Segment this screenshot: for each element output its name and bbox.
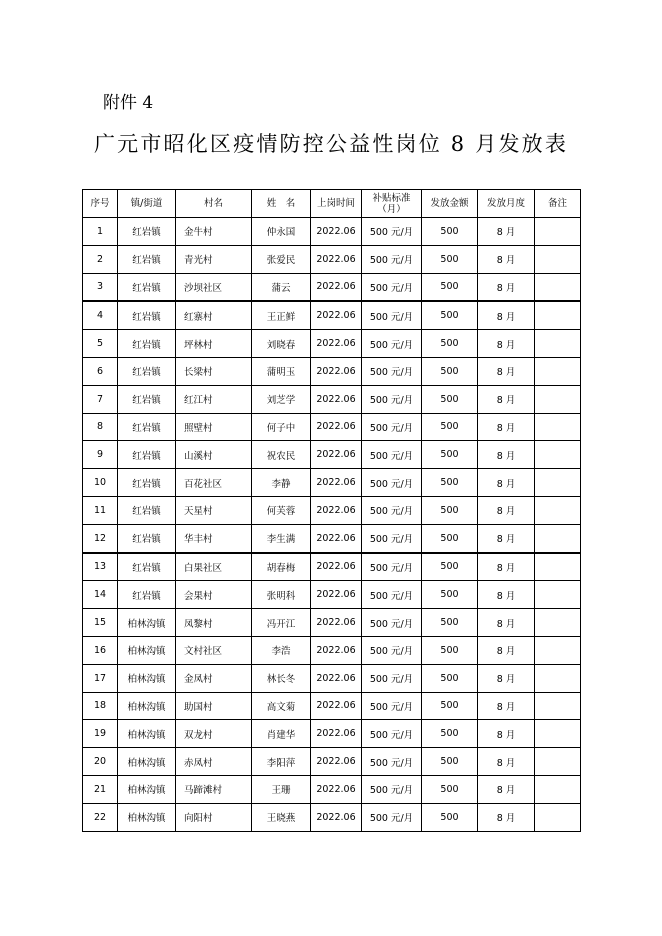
cell-name: 刘晓春 [252, 330, 311, 358]
cell-start-date: 2022.06 [311, 581, 362, 609]
cell-village: 山溪村 [176, 441, 252, 469]
cell-amount: 500 [422, 636, 478, 664]
table-row [83, 441, 581, 469]
cell-amount: 500 [422, 330, 478, 358]
cell-month: 8 月 [478, 413, 535, 441]
cell-subsidy: 500 元/月 [362, 720, 422, 748]
cell-name: 李阳萍 [252, 748, 311, 776]
cell-month: 8 月 [478, 469, 535, 497]
table-row [83, 636, 581, 664]
cell-name: 胡春梅 [252, 553, 311, 581]
cell-seq: 2 [83, 245, 118, 273]
cell-town: 红岩镇 [118, 413, 176, 441]
cell-subsidy: 500 元/月 [362, 803, 422, 831]
cell-town: 柏林沟镇 [118, 775, 176, 803]
cell-village: 青光村 [176, 245, 252, 273]
cell-remarks [535, 273, 581, 301]
cell-month: 8 月 [478, 441, 535, 469]
header-amount: 发放金额 [422, 190, 478, 218]
cell-month: 8 月 [478, 775, 535, 803]
cell-town: 红岩镇 [118, 553, 176, 581]
table-row [83, 803, 581, 831]
cell-name: 蒲云 [252, 273, 311, 301]
cell-town: 柏林沟镇 [118, 720, 176, 748]
table-row [83, 245, 581, 273]
cell-seq: 13 [83, 553, 118, 581]
cell-start-date: 2022.06 [311, 609, 362, 637]
cell-town: 柏林沟镇 [118, 748, 176, 776]
cell-amount: 500 [422, 609, 478, 637]
cell-month: 8 月 [478, 245, 535, 273]
cell-remarks [535, 301, 581, 329]
table-row [83, 357, 581, 385]
cell-remarks [535, 330, 581, 358]
cell-village: 马蹄滩村 [176, 775, 252, 803]
cell-subsidy: 500 元/月 [362, 301, 422, 329]
cell-seq: 15 [83, 609, 118, 637]
cell-amount: 500 [422, 581, 478, 609]
cell-remarks [535, 469, 581, 497]
cell-seq: 14 [83, 581, 118, 609]
cell-month: 8 月 [478, 609, 535, 637]
cell-amount: 500 [422, 441, 478, 469]
cell-seq: 21 [83, 775, 118, 803]
cell-amount: 500 [422, 385, 478, 413]
table-row [83, 330, 581, 358]
cell-name: 何芙蓉 [252, 496, 311, 524]
table-row [83, 720, 581, 748]
cell-village: 金凤村 [176, 664, 252, 692]
cell-village: 长梁村 [176, 357, 252, 385]
table-row [83, 748, 581, 776]
cell-remarks [535, 245, 581, 273]
cell-subsidy: 500 元/月 [362, 441, 422, 469]
cell-seq: 12 [83, 524, 118, 552]
table-row [83, 692, 581, 720]
cell-amount: 500 [422, 357, 478, 385]
cell-name: 张爱民 [252, 245, 311, 273]
cell-remarks [535, 553, 581, 581]
cell-subsidy: 500 元/月 [362, 273, 422, 301]
cell-town: 柏林沟镇 [118, 692, 176, 720]
cell-village: 会果村 [176, 581, 252, 609]
header-seq: 序号 [83, 190, 118, 218]
cell-remarks [535, 218, 581, 246]
table-row [83, 469, 581, 497]
cell-amount: 500 [422, 775, 478, 803]
cell-month: 8 月 [478, 664, 535, 692]
cell-village: 双龙村 [176, 720, 252, 748]
cell-subsidy: 500 元/月 [362, 330, 422, 358]
cell-start-date: 2022.06 [311, 748, 362, 776]
header-start-date: 上岗时间 [311, 190, 362, 218]
cell-subsidy: 500 元/月 [362, 385, 422, 413]
cell-amount: 500 [422, 496, 478, 524]
cell-town: 柏林沟镇 [118, 664, 176, 692]
cell-start-date: 2022.06 [311, 469, 362, 497]
cell-seq: 1 [83, 218, 118, 246]
cell-name: 祝农民 [252, 441, 311, 469]
cell-month: 8 月 [478, 692, 535, 720]
cell-town: 红岩镇 [118, 218, 176, 246]
cell-name: 王珊 [252, 775, 311, 803]
cell-seq: 20 [83, 748, 118, 776]
cell-seq: 17 [83, 664, 118, 692]
cell-subsidy: 500 元/月 [362, 218, 422, 246]
cell-name: 蒲明玉 [252, 357, 311, 385]
cell-subsidy: 500 元/月 [362, 357, 422, 385]
table-row [83, 775, 581, 803]
cell-amount: 500 [422, 301, 478, 329]
cell-name: 刘芝学 [252, 385, 311, 413]
cell-amount: 500 [422, 245, 478, 273]
cell-amount: 500 [422, 273, 478, 301]
table-row [83, 301, 581, 329]
cell-name: 王晓燕 [252, 803, 311, 831]
cell-town: 红岩镇 [118, 581, 176, 609]
cell-town: 柏林沟镇 [118, 803, 176, 831]
cell-subsidy: 500 元/月 [362, 496, 422, 524]
cell-start-date: 2022.06 [311, 775, 362, 803]
cell-town: 红岩镇 [118, 357, 176, 385]
header-name: 姓 名 [252, 190, 311, 218]
cell-month: 8 月 [478, 218, 535, 246]
cell-amount: 500 [422, 413, 478, 441]
cell-month: 8 月 [478, 273, 535, 301]
cell-month: 8 月 [478, 301, 535, 329]
document-title: 广元市昭化区疫情防控公益性岗位 8 月发放表 [93, 132, 569, 156]
cell-seq: 4 [83, 301, 118, 329]
table-row [83, 664, 581, 692]
cell-remarks [535, 748, 581, 776]
cell-start-date: 2022.06 [311, 803, 362, 831]
cell-remarks [535, 441, 581, 469]
cell-seq: 11 [83, 496, 118, 524]
table-row [83, 413, 581, 441]
cell-start-date: 2022.06 [311, 441, 362, 469]
cell-town: 柏林沟镇 [118, 609, 176, 637]
cell-remarks [535, 413, 581, 441]
cell-month: 8 月 [478, 581, 535, 609]
cell-name: 肖建华 [252, 720, 311, 748]
header-subsidy-standard: 补贴标准（月） [362, 190, 422, 218]
cell-amount: 500 [422, 748, 478, 776]
table-row [83, 273, 581, 301]
cell-month: 8 月 [478, 803, 535, 831]
cell-village: 红江村 [176, 385, 252, 413]
cell-start-date: 2022.06 [311, 720, 362, 748]
header-remarks: 备注 [535, 190, 581, 218]
cell-village: 凤黎村 [176, 609, 252, 637]
cell-remarks [535, 664, 581, 692]
cell-seq: 5 [83, 330, 118, 358]
cell-name: 仲永国 [252, 218, 311, 246]
cell-seq: 7 [83, 385, 118, 413]
cell-remarks [535, 775, 581, 803]
cell-start-date: 2022.06 [311, 496, 362, 524]
cell-seq: 8 [83, 413, 118, 441]
cell-month: 8 月 [478, 330, 535, 358]
cell-town: 红岩镇 [118, 496, 176, 524]
cell-subsidy: 500 元/月 [362, 413, 422, 441]
cell-month: 8 月 [478, 496, 535, 524]
cell-town: 红岩镇 [118, 441, 176, 469]
cell-seq: 16 [83, 636, 118, 664]
cell-village: 向阳村 [176, 803, 252, 831]
cell-month: 8 月 [478, 553, 535, 581]
cell-month: 8 月 [478, 385, 535, 413]
cell-subsidy: 500 元/月 [362, 524, 422, 552]
cell-remarks [535, 496, 581, 524]
cell-start-date: 2022.06 [311, 524, 362, 552]
cell-village: 天星村 [176, 496, 252, 524]
cell-start-date: 2022.06 [311, 553, 362, 581]
cell-month: 8 月 [478, 636, 535, 664]
header-month: 发放月度 [478, 190, 535, 218]
cell-village: 金牛村 [176, 218, 252, 246]
cell-start-date: 2022.06 [311, 301, 362, 329]
cell-name: 张明科 [252, 581, 311, 609]
cell-month: 8 月 [478, 357, 535, 385]
cell-start-date: 2022.06 [311, 664, 362, 692]
cell-start-date: 2022.06 [311, 273, 362, 301]
cell-month: 8 月 [478, 524, 535, 552]
cell-name: 林长冬 [252, 664, 311, 692]
cell-start-date: 2022.06 [311, 245, 362, 273]
table-row [83, 496, 581, 524]
cell-seq: 19 [83, 720, 118, 748]
cell-remarks [535, 803, 581, 831]
cell-remarks [535, 581, 581, 609]
cell-amount: 500 [422, 218, 478, 246]
cell-subsidy: 500 元/月 [362, 581, 422, 609]
header-town: 镇/街道 [118, 190, 176, 218]
cell-name: 李静 [252, 469, 311, 497]
cell-town: 红岩镇 [118, 524, 176, 552]
cell-village: 红寨村 [176, 301, 252, 329]
cell-subsidy: 500 元/月 [362, 692, 422, 720]
cell-amount: 500 [422, 664, 478, 692]
cell-start-date: 2022.06 [311, 636, 362, 664]
cell-start-date: 2022.06 [311, 218, 362, 246]
cell-seq: 10 [83, 469, 118, 497]
cell-name: 何子中 [252, 413, 311, 441]
cell-start-date: 2022.06 [311, 385, 362, 413]
cell-village: 赤凤村 [176, 748, 252, 776]
cell-town: 红岩镇 [118, 330, 176, 358]
cell-village: 百花社区 [176, 469, 252, 497]
cell-remarks [535, 357, 581, 385]
cell-amount: 500 [422, 720, 478, 748]
cell-remarks [535, 385, 581, 413]
cell-town: 柏林沟镇 [118, 636, 176, 664]
cell-subsidy: 500 元/月 [362, 775, 422, 803]
table-row [83, 218, 581, 246]
cell-start-date: 2022.06 [311, 692, 362, 720]
cell-seq: 3 [83, 273, 118, 301]
cell-name: 李生满 [252, 524, 311, 552]
cell-amount: 500 [422, 803, 478, 831]
cell-name: 李浩 [252, 636, 311, 664]
cell-seq: 18 [83, 692, 118, 720]
cell-subsidy: 500 元/月 [362, 636, 422, 664]
cell-village: 助国村 [176, 692, 252, 720]
cell-town: 红岩镇 [118, 385, 176, 413]
table-header-row [83, 190, 581, 218]
cell-amount: 500 [422, 553, 478, 581]
cell-start-date: 2022.06 [311, 357, 362, 385]
cell-subsidy: 500 元/月 [362, 609, 422, 637]
cell-remarks [535, 524, 581, 552]
cell-remarks [535, 692, 581, 720]
header-village: 村名 [176, 190, 252, 218]
cell-village: 沙坝社区 [176, 273, 252, 301]
payment-table [82, 189, 581, 832]
cell-amount: 500 [422, 692, 478, 720]
cell-month: 8 月 [478, 748, 535, 776]
cell-remarks [535, 636, 581, 664]
cell-amount: 500 [422, 469, 478, 497]
cell-town: 红岩镇 [118, 245, 176, 273]
cell-village: 坪林村 [176, 330, 252, 358]
cell-remarks [535, 609, 581, 637]
cell-village: 文村社区 [176, 636, 252, 664]
cell-town: 红岩镇 [118, 273, 176, 301]
cell-town: 红岩镇 [118, 301, 176, 329]
cell-subsidy: 500 元/月 [362, 553, 422, 581]
cell-subsidy: 500 元/月 [362, 469, 422, 497]
table-row [83, 553, 581, 581]
cell-village: 华丰村 [176, 524, 252, 552]
cell-subsidy: 500 元/月 [362, 245, 422, 273]
cell-amount: 500 [422, 524, 478, 552]
cell-seq: 22 [83, 803, 118, 831]
cell-seq: 9 [83, 441, 118, 469]
cell-remarks [535, 720, 581, 748]
cell-subsidy: 500 元/月 [362, 748, 422, 776]
table-row [83, 609, 581, 637]
cell-village: 照壁村 [176, 413, 252, 441]
cell-seq: 6 [83, 357, 118, 385]
table-row [83, 524, 581, 552]
table-row [83, 385, 581, 413]
cell-month: 8 月 [478, 720, 535, 748]
cell-village: 白果社区 [176, 553, 252, 581]
cell-town: 红岩镇 [118, 469, 176, 497]
cell-subsidy: 500 元/月 [362, 664, 422, 692]
cell-name: 高文菊 [252, 692, 311, 720]
cell-start-date: 2022.06 [311, 330, 362, 358]
cell-start-date: 2022.06 [311, 413, 362, 441]
table-row [83, 581, 581, 609]
cell-name: 王正鲜 [252, 301, 311, 329]
attachment-label: 附件 4 [103, 93, 154, 113]
cell-name: 冯开江 [252, 609, 311, 637]
